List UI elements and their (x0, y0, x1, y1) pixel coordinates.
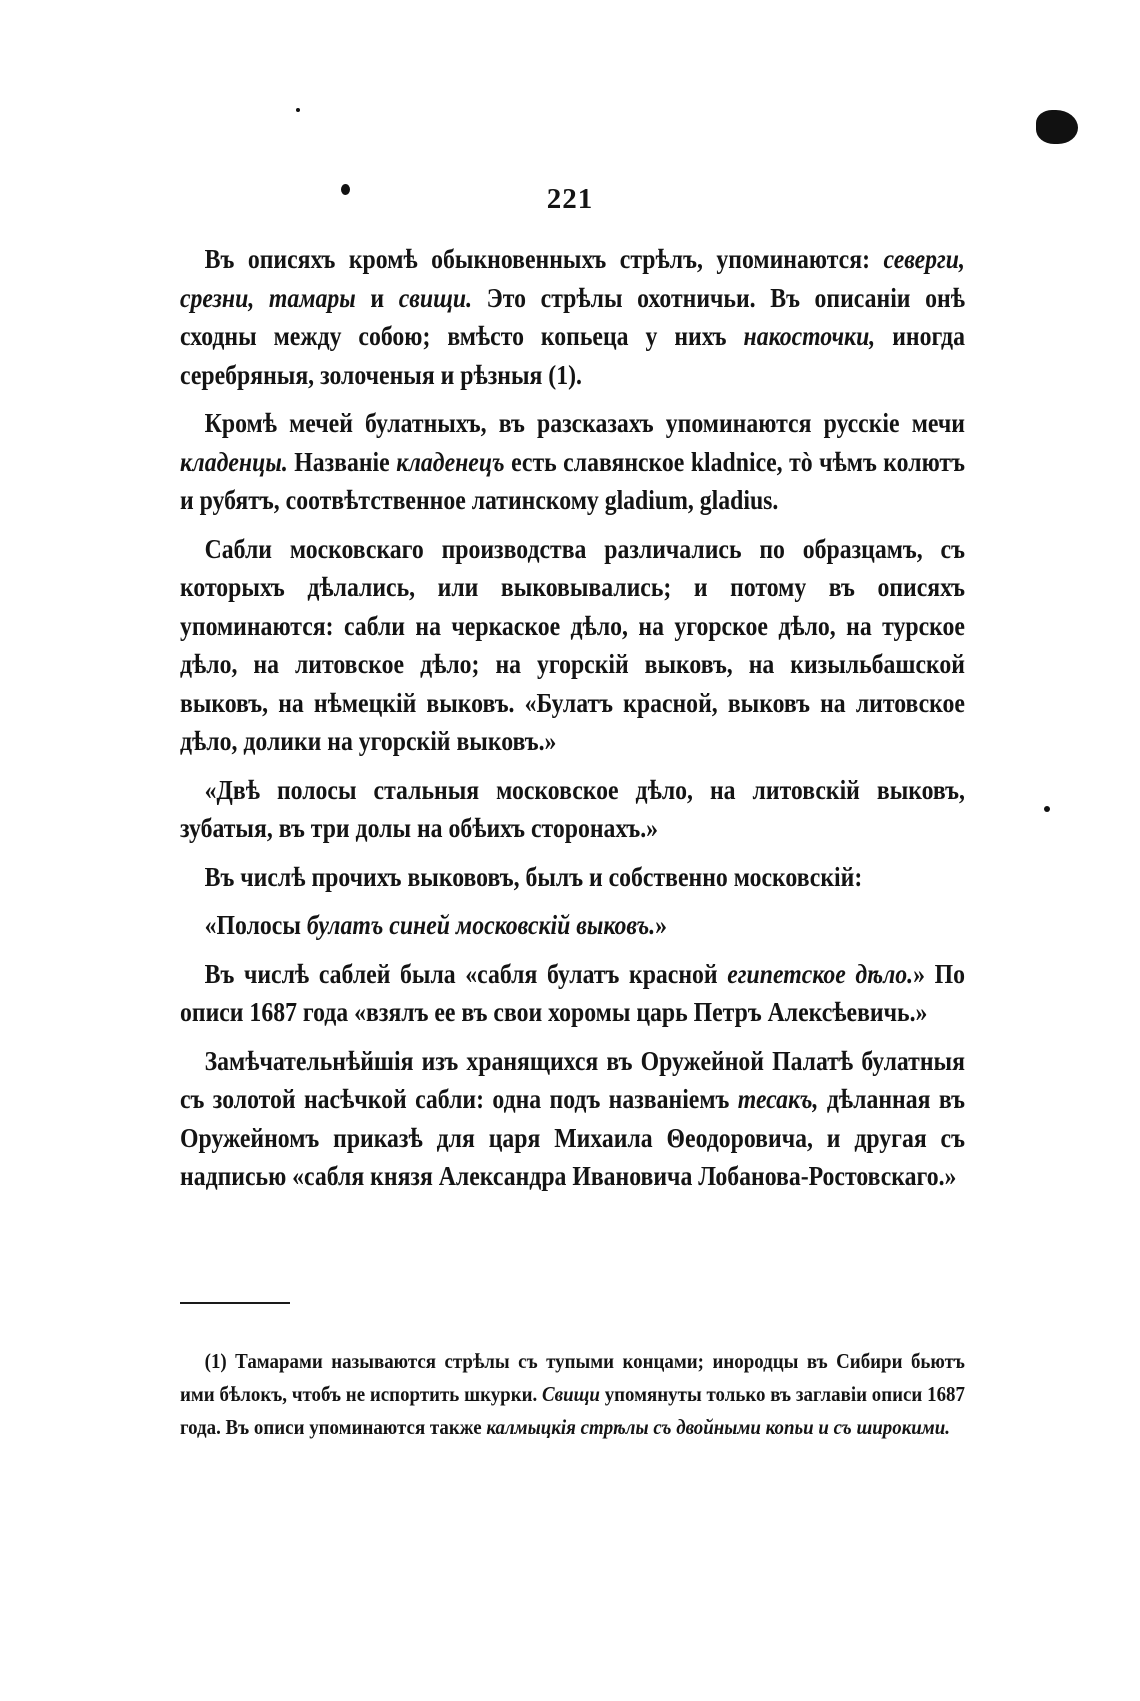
paragraph (180, 771, 965, 848)
text-run: Въ числѣ саблей была «сабля булатъ красной (204, 958, 728, 989)
text-run: Въ описяхъ кромѣ обыкновенныхъ стрѣлъ, упоминаются: (204, 244, 884, 274)
text-run: и (355, 282, 399, 313)
text-run: Въ числѣ прочихъ выкововъ, былъ и собственно московскій: (204, 861, 863, 892)
paragraph (180, 1042, 965, 1196)
paragraph (180, 530, 965, 761)
text-run: кладенецъ (396, 446, 505, 477)
text-run: упомянуты только въ заглавіи описи 1687 года. Въ описи упоминаются также (180, 1382, 965, 1439)
paragraph (180, 240, 965, 394)
text-run: северги, срезни, тамары (180, 244, 965, 313)
text-run: Замѣчательнѣйшія изъ хранящихся въ Оружейной Палатѣ булатныя съ золотой насѣчкой сабли: одна подъ названіемъ (180, 1045, 965, 1114)
text-run: «Двѣ полосы стальныя московское дѣло, на литовскій выковъ, зубатыя, въ три долы на обѣихъ сторонахъ.» (180, 774, 965, 843)
footnotes (180, 1345, 965, 1444)
text-run: Это стрѣлы охотничьи. Въ описаніи онѣ сходны между собою; вмѣсто копьеца у нихъ (180, 282, 965, 351)
text-run: свищи. (398, 282, 473, 313)
text-run: » По описи 1687 года «взялъ ее въ свои хоромы царь Петръ Алексѣевичь.» (180, 958, 965, 1027)
text-run: дѣланная въ Оружейномъ приказѣ для царя Михаила Θеодоровича, и другая съ надписью «сабля князя Александра Ивановича Лобанова-Ростовскаго.» (180, 1084, 965, 1191)
page-number: 221 (546, 183, 594, 215)
text-run: » (655, 910, 668, 940)
text-run: накосточки, (743, 321, 876, 351)
text-run: булатъ синей московскій выковъ. (306, 910, 656, 940)
footnote-divider (180, 1302, 290, 1304)
text-run: тесакъ, (737, 1084, 819, 1114)
paragraph (180, 404, 965, 520)
ink-speck (1044, 806, 1050, 812)
text-run: Свищи (542, 1382, 600, 1406)
text-run: (1) Тамарами называются стрѣлы съ тупыми концами; инородцы въ Сибири бьютъ ими бѣлокъ, чтобъ не испортить шкурки. (180, 1349, 965, 1406)
main-text (180, 240, 965, 1206)
text-run: «Полосы (204, 910, 307, 940)
ink-blot (1036, 110, 1078, 144)
text-run: Названіе (287, 446, 397, 477)
text-run: иногда серебряныя, золоченыя и рѣзныя (1). (180, 321, 965, 390)
text-run: кладенцы. (180, 446, 288, 477)
text-run: калмыцкія стрѣлы съ двойными копьи и съ широкими. (486, 1415, 951, 1439)
paragraph (180, 955, 965, 1032)
paragraph (180, 906, 965, 945)
text-run: есть славянское kladnice, тò чѣмъ колютъ и рубятъ, соотвѣтственное латинскому gladium, gladius. (180, 446, 965, 515)
footnote (180, 1345, 965, 1444)
ink-speck (296, 108, 300, 112)
text-run: Кромѣ мечей булатныхъ, въ разсказахъ упоминаются русскіе мечи (204, 408, 965, 438)
text-run: Сабли московскаго производства различались по образцамъ, съ которыхъ дѣлались, или выковывались; и потому въ описяхъ упоминаются: сабли на черкаское дѣло, на угорское дѣло, на турское дѣло, на литовское дѣло; на угорскій выковъ, на кизыльбашской выковъ, на нѣмецкій выковъ. «Булатъ красной, выковъ на литовское дѣло, долики на угорскій выковъ.» (180, 533, 965, 756)
paragraph (180, 858, 965, 897)
text-run: египетское дѣло. (727, 958, 914, 989)
